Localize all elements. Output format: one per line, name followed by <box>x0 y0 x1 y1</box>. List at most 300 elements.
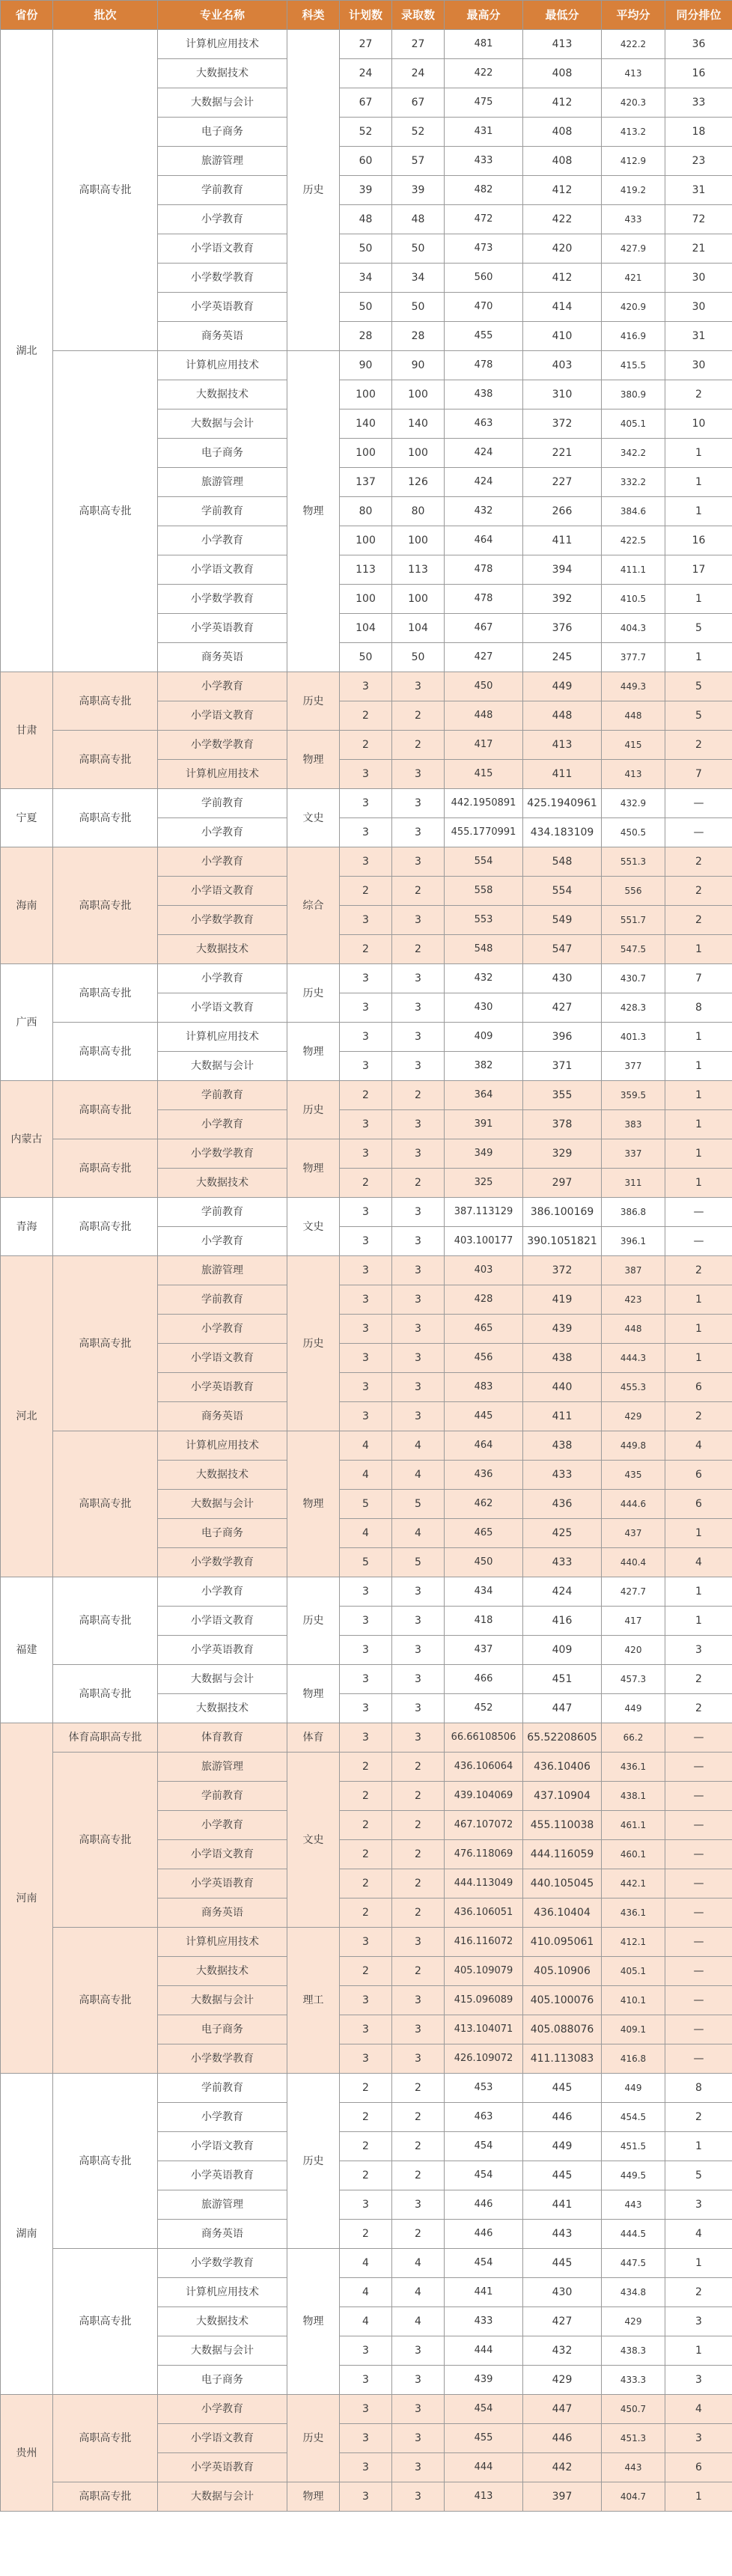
max-score-cell: 437 <box>445 1636 523 1665</box>
plan-count-cell: 3 <box>340 993 392 1023</box>
avg-score-cell: 417 <box>602 1607 665 1636</box>
table-row <box>1 351 732 380</box>
major-cell: 小学语文教育 <box>158 234 287 264</box>
max-score-cell: 422 <box>445 59 523 88</box>
subject-cell: 历史 <box>287 1256 340 1431</box>
major-cell: 小学数学教育 <box>158 1139 287 1169</box>
rank-cell: 7 <box>665 964 732 993</box>
admitted-count-cell: 3 <box>392 847 445 877</box>
admitted-count-cell: 39 <box>392 176 445 205</box>
min-score-cell: 397 <box>523 2482 602 2512</box>
max-score-cell: 453 <box>445 2074 523 2103</box>
admitted-count-cell: 3 <box>392 1256 445 1285</box>
avg-score-cell: 380.9 <box>602 380 665 409</box>
major-cell: 学前教育 <box>158 176 287 205</box>
province-cell: 河南 <box>1 1723 53 2074</box>
max-score-cell: 387.113129 <box>445 1198 523 1227</box>
major-cell: 大数据技术 <box>158 1694 287 1723</box>
max-score-cell: 415.096089 <box>445 1986 523 2015</box>
major-cell: 小学教育 <box>158 964 287 993</box>
rank-cell: 16 <box>665 59 732 88</box>
avg-score-cell: 410.1 <box>602 1986 665 2015</box>
major-cell: 学前教育 <box>158 497 287 526</box>
min-score-cell: 425 <box>523 1519 602 1548</box>
plan-count-cell: 4 <box>340 2307 392 2336</box>
avg-score-cell: 405.1 <box>602 409 665 439</box>
admitted-count-cell: 90 <box>392 351 445 380</box>
min-score-cell: 408 <box>523 59 602 88</box>
min-score-cell: 221 <box>523 439 602 468</box>
admitted-count-cell: 100 <box>392 585 445 614</box>
batch-cell: 高职高专批 <box>53 1928 158 2074</box>
plan-count-cell: 3 <box>340 1636 392 1665</box>
plan-count-cell: 24 <box>340 59 392 88</box>
min-score-cell: 420 <box>523 234 602 264</box>
plan-count-cell: 90 <box>340 351 392 380</box>
avg-score-cell: 451.5 <box>602 2132 665 2161</box>
plan-count-cell: 2 <box>340 701 392 731</box>
avg-score-cell: 437 <box>602 1519 665 1548</box>
batch-cell: 高职高专批 <box>53 964 158 1023</box>
admitted-count-cell: 4 <box>392 1519 445 1548</box>
max-score-cell: 438 <box>445 380 523 409</box>
admitted-count-cell: 3 <box>392 1928 445 1957</box>
rank-cell: 30 <box>665 293 732 322</box>
max-score-cell: 467 <box>445 614 523 643</box>
avg-score-cell: 420.3 <box>602 88 665 118</box>
min-score-cell: 436 <box>523 1490 602 1519</box>
rank-cell: 16 <box>665 526 732 555</box>
avg-score-cell: 404.7 <box>602 2482 665 2512</box>
province-cell: 河北 <box>1 1256 53 1577</box>
max-score-cell: 473 <box>445 234 523 264</box>
plan-count-cell: 28 <box>340 322 392 351</box>
rank-cell: 2 <box>665 1694 732 1723</box>
table-row <box>1 2249 732 2278</box>
table-row <box>1 30 732 59</box>
min-score-cell: 390.1051821 <box>523 1227 602 1256</box>
plan-count-cell: 100 <box>340 380 392 409</box>
subject-cell: 历史 <box>287 1081 340 1139</box>
province-cell: 贵州 <box>1 2395 53 2512</box>
avg-score-cell: 440.4 <box>602 1548 665 1577</box>
max-score-cell: 405.109079 <box>445 1957 523 1986</box>
major-cell: 小学语文教育 <box>158 1607 287 1636</box>
batch-cell: 高职高专批 <box>53 2482 158 2512</box>
admitted-count-cell: 3 <box>392 1285 445 1315</box>
batch-cell: 高职高专批 <box>53 1577 158 1665</box>
subject-cell: 文史 <box>287 1753 340 1928</box>
avg-score-cell: 377 <box>602 1052 665 1081</box>
avg-score-cell: 427.9 <box>602 234 665 264</box>
plan-count-cell: 3 <box>340 1139 392 1169</box>
table-row <box>1 1577 732 1607</box>
table-row <box>1 1139 732 1169</box>
max-score-cell: 482 <box>445 176 523 205</box>
major-cell: 计算机应用技术 <box>158 1431 287 1461</box>
major-cell: 小学英语教育 <box>158 1373 287 1402</box>
rank-cell: — <box>665 1869 732 1898</box>
plan-count-cell: 3 <box>340 2336 392 2366</box>
admitted-count-cell: 52 <box>392 118 445 147</box>
rank-cell: 6 <box>665 1490 732 1519</box>
min-score-cell: 447 <box>523 1694 602 1723</box>
avg-score-cell: 454.5 <box>602 2103 665 2132</box>
max-score-cell: 472 <box>445 205 523 234</box>
max-score-cell: 462 <box>445 1490 523 1519</box>
min-score-cell: 432 <box>523 2336 602 2366</box>
admitted-count-cell: 4 <box>392 2249 445 2278</box>
rank-cell: 2 <box>665 2103 732 2132</box>
min-score-cell: 446 <box>523 2424 602 2453</box>
max-score-cell: 444 <box>445 2453 523 2482</box>
rank-cell: 3 <box>665 2307 732 2336</box>
admitted-count-cell: 34 <box>392 264 445 293</box>
rank-cell: — <box>665 2015 732 2044</box>
subject-cell: 历史 <box>287 964 340 1023</box>
plan-count-cell: 3 <box>340 818 392 847</box>
admitted-count-cell: 5 <box>392 1548 445 1577</box>
batch-cell: 高职高专批 <box>53 672 158 731</box>
major-cell: 大数据与会计 <box>158 1052 287 1081</box>
major-cell: 电子商务 <box>158 1519 287 1548</box>
major-cell: 商务英语 <box>158 1898 287 1928</box>
plan-count-cell: 3 <box>340 1607 392 1636</box>
max-score-cell: 364 <box>445 1081 523 1110</box>
plan-count-cell: 140 <box>340 409 392 439</box>
rank-cell: — <box>665 818 732 847</box>
plan-count-cell: 3 <box>340 1665 392 1694</box>
avg-score-cell: 396.1 <box>602 1227 665 1256</box>
min-score-cell: 378 <box>523 1110 602 1139</box>
major-cell: 小学英语教育 <box>158 2453 287 2482</box>
rank-cell: — <box>665 1928 732 1957</box>
header-batch: 批次 <box>53 1 158 30</box>
min-score-cell: 411.113083 <box>523 2044 602 2074</box>
major-cell: 商务英语 <box>158 643 287 672</box>
avg-score-cell: 444.6 <box>602 1490 665 1519</box>
rank-cell: 6 <box>665 2453 732 2482</box>
major-cell: 小学语文教育 <box>158 993 287 1023</box>
table-row <box>1 1198 732 1227</box>
max-score-cell: 432 <box>445 497 523 526</box>
batch-cell: 高职高专批 <box>53 731 158 789</box>
major-cell: 学前教育 <box>158 1285 287 1315</box>
admitted-count-cell: 3 <box>392 1227 445 1256</box>
rank-cell: 3 <box>665 2366 732 2395</box>
major-cell: 小学教育 <box>158 1315 287 1344</box>
avg-score-cell: 415 <box>602 731 665 760</box>
rank-cell: 2 <box>665 1402 732 1431</box>
max-score-cell: 478 <box>445 351 523 380</box>
rank-cell: 3 <box>665 1636 732 1665</box>
admitted-count-cell: 3 <box>392 818 445 847</box>
major-cell: 小学数学教育 <box>158 2044 287 2074</box>
plan-count-cell: 2 <box>340 2132 392 2161</box>
table-row <box>1 1431 732 1461</box>
major-cell: 电子商务 <box>158 2366 287 2395</box>
rank-cell: 7 <box>665 760 732 789</box>
avg-score-cell: 413.2 <box>602 118 665 147</box>
avg-score-cell: 423 <box>602 1285 665 1315</box>
subject-cell: 物理 <box>287 1665 340 1723</box>
avg-score-cell: 411.1 <box>602 555 665 585</box>
province-cell: 宁夏 <box>1 789 53 847</box>
major-cell: 大数据技术 <box>158 59 287 88</box>
min-score-cell: 372 <box>523 409 602 439</box>
admitted-count-cell: 113 <box>392 555 445 585</box>
rank-cell: 1 <box>665 1169 732 1198</box>
min-score-cell: 427 <box>523 2307 602 2336</box>
major-cell: 小学英语教育 <box>158 293 287 322</box>
major-cell: 小学数学教育 <box>158 906 287 935</box>
min-score-cell: 554 <box>523 877 602 906</box>
rank-cell: 1 <box>665 1139 732 1169</box>
avg-score-cell: 427.7 <box>602 1577 665 1607</box>
avg-score-cell: 551.7 <box>602 906 665 935</box>
max-score-cell: 454 <box>445 2161 523 2190</box>
major-cell: 小学数学教育 <box>158 1548 287 1577</box>
major-cell: 小学教育 <box>158 1811 287 1840</box>
plan-count-cell: 5 <box>340 1490 392 1519</box>
min-score-cell: 438 <box>523 1431 602 1461</box>
max-score-cell: 470 <box>445 293 523 322</box>
max-score-cell: 455 <box>445 322 523 351</box>
admitted-count-cell: 140 <box>392 409 445 439</box>
min-score-cell: 422 <box>523 205 602 234</box>
min-score-cell: 392 <box>523 585 602 614</box>
min-score-cell: 446 <box>523 2103 602 2132</box>
avg-score-cell: 337 <box>602 1139 665 1169</box>
province-cell: 湖南 <box>1 2074 53 2395</box>
subject-cell: 物理 <box>287 2482 340 2512</box>
major-cell: 小学语文教育 <box>158 2424 287 2453</box>
avg-score-cell: 447.5 <box>602 2249 665 2278</box>
major-cell: 小学数学教育 <box>158 585 287 614</box>
min-score-cell: 413 <box>523 30 602 59</box>
major-cell: 学前教育 <box>158 2074 287 2103</box>
rank-cell: 1 <box>665 2482 732 2512</box>
province-cell: 内蒙古 <box>1 1081 53 1198</box>
rank-cell: 6 <box>665 1373 732 1402</box>
rank-cell: 1 <box>665 1577 732 1607</box>
province-cell: 青海 <box>1 1198 53 1256</box>
max-score-cell: 434 <box>445 1577 523 1607</box>
avg-score-cell: 442.1 <box>602 1869 665 1898</box>
admitted-count-cell: 3 <box>392 1052 445 1081</box>
plan-count-cell: 2 <box>340 1811 392 1840</box>
rank-cell: 2 <box>665 1256 732 1285</box>
subject-cell: 历史 <box>287 30 340 351</box>
header-row <box>1 1 732 30</box>
major-cell: 小学教育 <box>158 2395 287 2424</box>
admitted-count-cell: 100 <box>392 380 445 409</box>
major-cell: 大数据与会计 <box>158 88 287 118</box>
admitted-count-cell: 2 <box>392 1169 445 1198</box>
avg-score-cell: 383 <box>602 1110 665 1139</box>
major-cell: 小学教育 <box>158 1227 287 1256</box>
major-cell: 商务英语 <box>158 1402 287 1431</box>
max-score-cell: 441 <box>445 2278 523 2307</box>
rank-cell: 72 <box>665 205 732 234</box>
plan-count-cell: 52 <box>340 118 392 147</box>
min-score-cell: 433 <box>523 1461 602 1490</box>
avg-score-cell: 551.3 <box>602 847 665 877</box>
plan-count-cell: 50 <box>340 234 392 264</box>
rank-cell: 8 <box>665 993 732 1023</box>
min-score-cell: 409 <box>523 1636 602 1665</box>
avg-score-cell: 436.1 <box>602 1898 665 1928</box>
rank-cell: 33 <box>665 88 732 118</box>
batch-cell: 高职高专批 <box>53 1023 158 1081</box>
batch-cell: 高职高专批 <box>53 2074 158 2249</box>
min-score-cell: 414 <box>523 293 602 322</box>
plan-count-cell: 2 <box>340 1081 392 1110</box>
major-cell: 学前教育 <box>158 1081 287 1110</box>
avg-score-cell: 547.5 <box>602 935 665 964</box>
avg-score-cell: 444.5 <box>602 2220 665 2249</box>
admitted-count-cell: 3 <box>392 1402 445 1431</box>
avg-score-cell: 461.1 <box>602 1811 665 1840</box>
rank-cell: 1 <box>665 497 732 526</box>
avg-score-cell: 457.3 <box>602 1665 665 1694</box>
rank-cell: 30 <box>665 264 732 293</box>
max-score-cell: 433 <box>445 147 523 176</box>
admitted-count-cell: 3 <box>392 1986 445 2015</box>
min-score-cell: 436.10404 <box>523 1898 602 1928</box>
min-score-cell: 445 <box>523 2074 602 2103</box>
rank-cell: 18 <box>665 118 732 147</box>
rank-cell: 1 <box>665 1110 732 1139</box>
max-score-cell: 452 <box>445 1694 523 1723</box>
max-score-cell: 442.1950891 <box>445 789 523 818</box>
major-cell: 小学教育 <box>158 818 287 847</box>
plan-count-cell: 3 <box>340 2395 392 2424</box>
rank-cell: 2 <box>665 2278 732 2307</box>
plan-count-cell: 2 <box>340 1869 392 1898</box>
plan-count-cell: 4 <box>340 1519 392 1548</box>
max-score-cell: 436.106051 <box>445 1898 523 1928</box>
min-score-cell: 410.095061 <box>523 1928 602 1957</box>
major-cell: 小学教育 <box>158 1577 287 1607</box>
rank-cell: — <box>665 1811 732 1840</box>
subject-cell: 体育 <box>287 1723 340 1753</box>
plan-count-cell: 100 <box>340 439 392 468</box>
avg-score-cell: 410.5 <box>602 585 665 614</box>
avg-score-cell: 409.1 <box>602 2015 665 2044</box>
min-score-cell: 437.10904 <box>523 1782 602 1811</box>
plan-count-cell: 4 <box>340 1431 392 1461</box>
plan-count-cell: 3 <box>340 760 392 789</box>
major-cell: 大数据与会计 <box>158 409 287 439</box>
max-score-cell: 349 <box>445 1139 523 1169</box>
max-score-cell: 430 <box>445 993 523 1023</box>
admitted-count-cell: 100 <box>392 439 445 468</box>
max-score-cell: 439.104069 <box>445 1782 523 1811</box>
max-score-cell: 403 <box>445 1256 523 1285</box>
major-cell: 学前教育 <box>158 789 287 818</box>
rank-cell: 5 <box>665 2161 732 2190</box>
plan-count-cell: 3 <box>340 1928 392 1957</box>
min-score-cell: 376 <box>523 614 602 643</box>
batch-cell: 高职高专批 <box>53 789 158 847</box>
min-score-cell: 438 <box>523 1344 602 1373</box>
admitted-count-cell: 3 <box>392 2366 445 2395</box>
rank-cell: — <box>665 1840 732 1869</box>
avg-score-cell: 415.5 <box>602 351 665 380</box>
rank-cell: 5 <box>665 614 732 643</box>
admitted-count-cell: 4 <box>392 1461 445 1490</box>
min-score-cell: 447 <box>523 2395 602 2424</box>
major-cell: 商务英语 <box>158 2220 287 2249</box>
admitted-count-cell: 3 <box>392 1315 445 1344</box>
min-score-cell: 448 <box>523 701 602 731</box>
major-cell: 小学教育 <box>158 2103 287 2132</box>
plan-count-cell: 3 <box>340 1373 392 1402</box>
plan-count-cell: 2 <box>340 1753 392 1782</box>
header-max-score: 最高分 <box>445 1 523 30</box>
rank-cell: 1 <box>665 2249 732 2278</box>
major-cell: 大数据技术 <box>158 380 287 409</box>
major-cell: 小学教育 <box>158 672 287 701</box>
admitted-count-cell: 3 <box>392 1110 445 1139</box>
avg-score-cell: 443 <box>602 2190 665 2220</box>
batch-cell: 高职高专批 <box>53 2249 158 2395</box>
rank-cell: 1 <box>665 2336 732 2366</box>
plan-count-cell: 2 <box>340 1782 392 1811</box>
avg-score-cell: 455.3 <box>602 1373 665 1402</box>
avg-score-cell: 412.9 <box>602 147 665 176</box>
rank-cell: — <box>665 1227 732 1256</box>
header-min-score: 最低分 <box>523 1 602 30</box>
plan-count-cell: 3 <box>340 1198 392 1227</box>
table-row <box>1 672 732 701</box>
min-score-cell: 425.1940961 <box>523 789 602 818</box>
avg-score-cell: 419.2 <box>602 176 665 205</box>
plan-count-cell: 3 <box>340 2366 392 2395</box>
min-score-cell: 371 <box>523 1052 602 1081</box>
major-cell: 计算机应用技术 <box>158 760 287 789</box>
rank-cell: 30 <box>665 351 732 380</box>
max-score-cell: 325 <box>445 1169 523 1198</box>
min-score-cell: 451 <box>523 1665 602 1694</box>
plan-count-cell: 3 <box>340 1052 392 1081</box>
rank-cell: — <box>665 1198 732 1227</box>
subject-cell: 综合 <box>287 847 340 964</box>
admitted-count-cell: 57 <box>392 147 445 176</box>
plan-count-cell: 39 <box>340 176 392 205</box>
plan-count-cell: 2 <box>340 1169 392 1198</box>
min-score-cell: 394 <box>523 555 602 585</box>
subject-cell: 文史 <box>287 789 340 847</box>
rank-cell: 2 <box>665 877 732 906</box>
max-score-cell: 444 <box>445 2336 523 2366</box>
major-cell: 学前教育 <box>158 1198 287 1227</box>
min-score-cell: 416 <box>523 1607 602 1636</box>
max-score-cell: 413 <box>445 2482 523 2512</box>
batch-cell: 高职高专批 <box>53 1431 158 1577</box>
subject-cell: 物理 <box>287 2249 340 2395</box>
admitted-count-cell: 2 <box>392 1957 445 1986</box>
plan-count-cell: 2 <box>340 1957 392 1986</box>
plan-count-cell: 5 <box>340 1548 392 1577</box>
table-row <box>1 964 732 993</box>
min-score-cell: 419 <box>523 1285 602 1315</box>
major-cell: 小学英语教育 <box>158 2161 287 2190</box>
admitted-count-cell: 50 <box>392 293 445 322</box>
min-score-cell: 439 <box>523 1315 602 1344</box>
major-cell: 体育教育 <box>158 1723 287 1753</box>
